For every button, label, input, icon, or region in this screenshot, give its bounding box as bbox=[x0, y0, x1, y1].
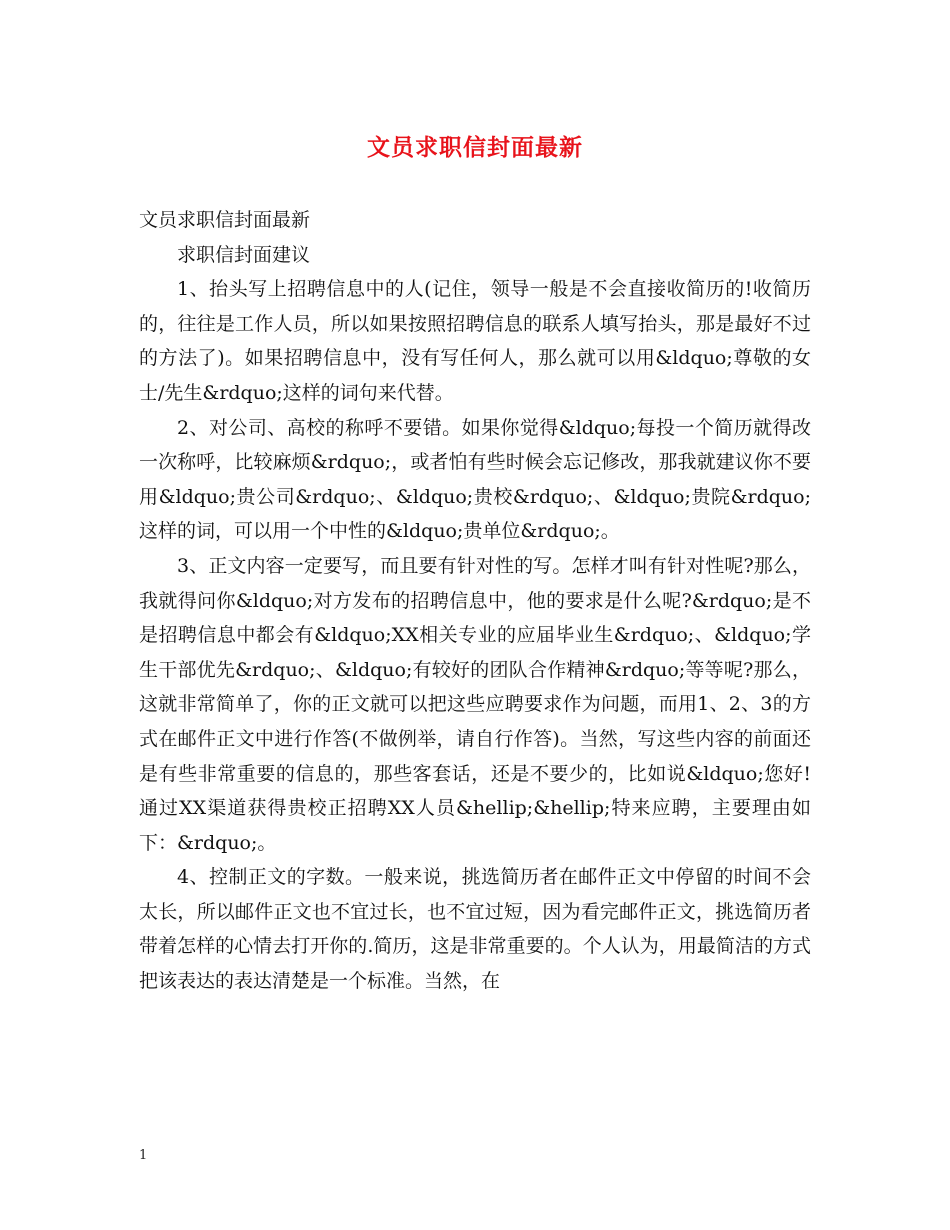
document-title: 文员求职信封面最新 bbox=[367, 134, 583, 161]
page-number: 1 bbox=[139, 1148, 148, 1163]
paragraph-heading: 文员求职信封面最新 bbox=[139, 209, 311, 231]
document-body bbox=[139, 203, 811, 999]
paragraph-2: 2、对公司、高校的称呼不要错。如果你觉得&ldquo;每投一个简历就得改一次称呼，比较麻烦&rdquo;，或者怕有些时候会忘记修改，那我就建议你不要用&ldquo;贵公司&rdquo;、&ldquo;贵校&rdquo;、&ldquo;贵院&rdquo;这样的词，可以用一个中性的&ldquo;贵单位&rdquo;。 bbox=[139, 416, 811, 543]
paragraph-subheading: 求职信封面建议 bbox=[177, 243, 311, 266]
paragraph-4: 4、控制正文的字数。一般来说，挑选简历者在邮件正文中停留的时间不会太长，所以邮件正文也不宜过长，也不宜过短，因为看完邮件正文，挑选简历者带着怎样的心情去打开你的.简历，这是非常重要的。个人认为，用最简洁的方式把该表达的表达清楚是一个标准。当然，在 bbox=[139, 866, 811, 993]
paragraph-1: 1、抬头写上招聘信息中的人(记住，领导一般是不会直接收简历的!收简历的，往往是工作人员，所以如果按照招聘信息的联系人填写抬头，那是最好不过的方法了)。如果招聘信息中，没有写任何人，那么就可以用&ldquo;尊敬的女士/先生&rdquo;这样的词句来代替。 bbox=[139, 278, 811, 404]
paragraph-3: 3、正文内容一定要写，而且要有针对性的写。怎样才叫有针对性呢?那么，我就得问你&ldquo;对方发布的招聘信息中，他的要求是什么呢?&rdquo;是不是招聘信息中都会有&ldquo;XX相关专业的应届毕业生&rdquo;、&ldquo;学生干部优先&rdquo;、&ldquo;有较好的团队合作精神&rdquo;等等呢?那么，这就非常简单了，你的正文就可以把这些应聘要求作为问题，而用1、2、3的方式在邮件正文中进行作答(不做例举，请自行作答)。当然，写这些内容的前面还是有些非常重要的信息的，那些客套话，还是不要少的，比如说&ldquo;您好!通过XX渠道获得贵校正招聘XX人员&hellip;&hellip;特来应聘，主要理由如下：&rdquo;。 bbox=[139, 554, 811, 854]
